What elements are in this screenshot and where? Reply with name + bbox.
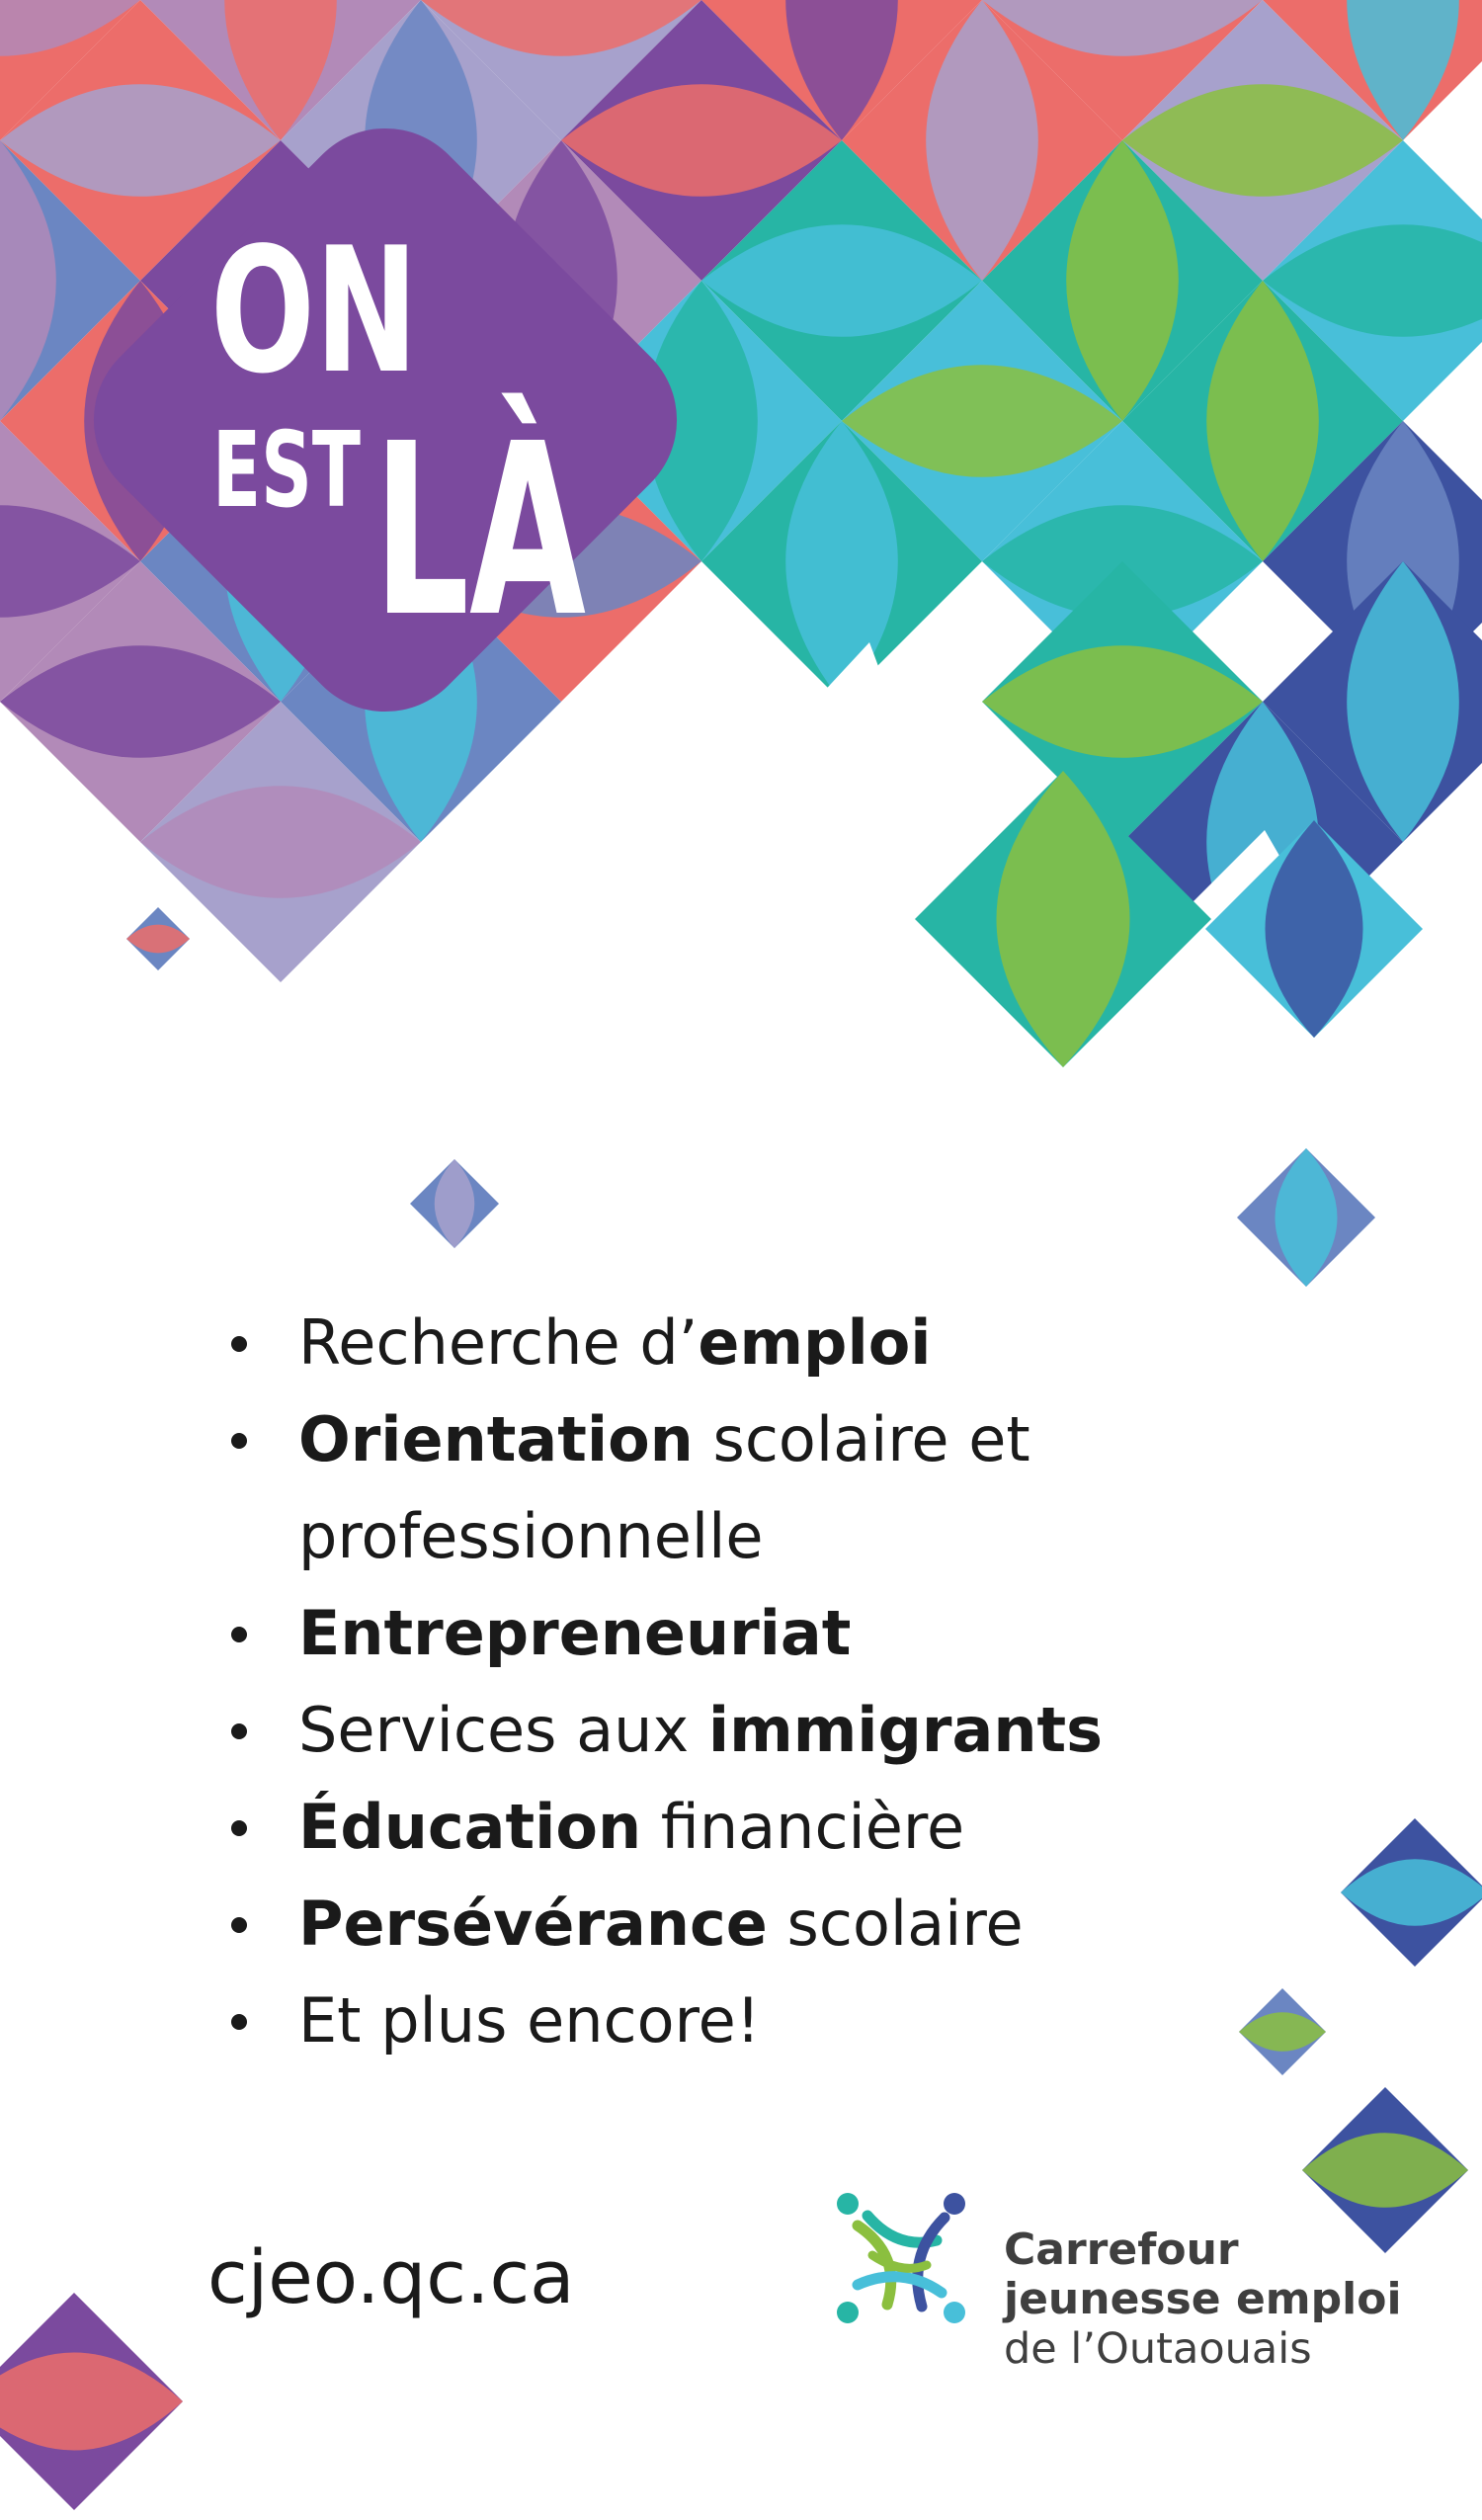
service-item: Services aux immigrants [227, 1682, 1215, 1779]
badge-line2-small: EST [212, 410, 362, 531]
service-item: Orientation scolaire et professionnelle [227, 1391, 1215, 1585]
service-item: Entrepreneuriat [227, 1585, 1215, 1682]
service-item: Persévérance scolaire [227, 1876, 1215, 1973]
org-line2: jeunesse emploi [1004, 2274, 1402, 2324]
service-item: Recherche d’emploi [227, 1295, 1215, 1391]
services-list [227, 1295, 1215, 2069]
organization-name [1004, 2226, 1402, 2374]
website-link[interactable]: cjeo.qc.ca [207, 2235, 575, 2320]
badge-line2-large: LÀ [373, 392, 708, 669]
org-line3: de l’Outaouais [1004, 2324, 1312, 2374]
org-line1: Carrefour [1004, 2225, 1239, 2275]
service-item: Éducation financière [227, 1779, 1215, 1876]
service-item: Et plus encore! [227, 1973, 1215, 2069]
small-diamond-leaf [1239, 2012, 1326, 2052]
small-diamond-leaf [0, 2353, 183, 2451]
cjeo-logo-icon [828, 2186, 976, 2334]
small-diamond-leaf [1302, 2133, 1468, 2208]
badge-line1: ON [210, 211, 418, 412]
small-diamond-leaf [126, 925, 190, 954]
